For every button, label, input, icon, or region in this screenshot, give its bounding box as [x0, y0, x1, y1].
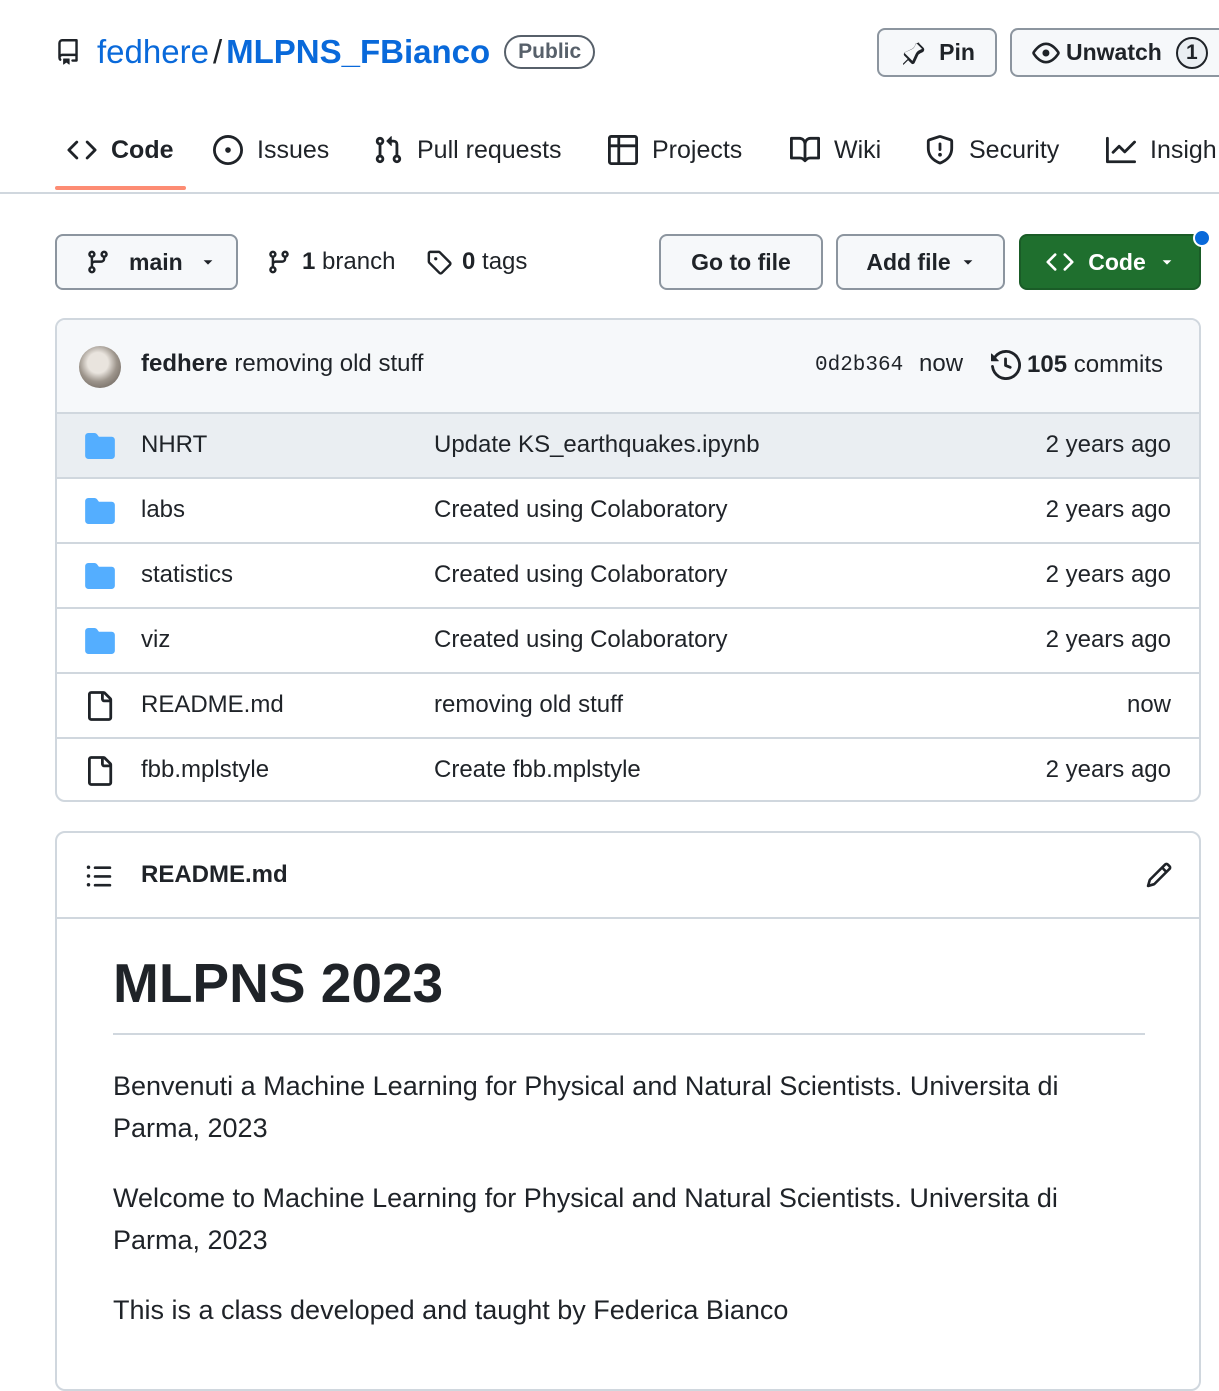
tab-insights[interactable]	[1106, 118, 1217, 182]
tab-security[interactable]	[925, 118, 1059, 182]
code-dropdown-button[interactable]	[1019, 234, 1201, 290]
readme-panel	[55, 831, 1201, 1391]
tab-pull-requests-label: Pull requests	[417, 135, 562, 164]
file-row[interactable]	[57, 479, 1199, 544]
file-row[interactable]	[57, 674, 1199, 739]
commit-count: 105	[1027, 351, 1068, 378]
pull-request-icon	[373, 135, 403, 165]
file-age: 2 years ago	[1045, 496, 1171, 523]
issue-icon	[213, 135, 243, 165]
file-age: 2 years ago	[1045, 431, 1171, 458]
tag-icon	[426, 249, 452, 275]
list-unordered-icon[interactable]	[85, 862, 113, 890]
pin-icon	[899, 40, 925, 66]
book-icon	[790, 135, 820, 165]
repo-icon	[55, 39, 81, 65]
commit-word: commits	[1073, 351, 1164, 378]
chevron-down-icon	[961, 255, 975, 269]
file-row[interactable]	[57, 414, 1199, 479]
graph-icon	[1106, 135, 1136, 165]
folder-icon	[85, 628, 115, 654]
tags-link[interactable]	[426, 234, 527, 290]
file-commit-message-link[interactable]: removing old stuff	[434, 691, 623, 718]
folder-icon	[85, 433, 115, 459]
tab-security-label: Security	[969, 135, 1060, 164]
readme-paragraph: This is a class developed and taught by Federica Bianco	[113, 1295, 789, 1325]
file-age: now	[1126, 691, 1171, 718]
file-age: 2 years ago	[1045, 561, 1171, 588]
tab-issues-label: Issues	[257, 135, 330, 164]
readme-heading: MLPNS 2023	[113, 952, 444, 1014]
folder-icon	[85, 563, 115, 589]
file-name-link[interactable]: fbb.mplstyle	[141, 756, 270, 783]
readme-paragraph: Welcome to Machine Learning for Physical and Natural Scientists. Universita di Parma, 2023	[113, 1183, 1058, 1255]
file-commit-message-link[interactable]: Create fbb.mplstyle	[434, 756, 641, 783]
tab-code[interactable]	[67, 118, 174, 182]
heading-divider	[113, 1033, 1145, 1035]
code-button-label: Code	[1088, 248, 1146, 275]
file-name-link[interactable]: labs	[141, 496, 186, 523]
repo-owner-link[interactable]: fedhere	[97, 33, 209, 70]
repo-title	[55, 28, 595, 76]
branch-icon	[85, 249, 111, 275]
tag-word: tags	[482, 248, 528, 275]
tab-insights-label: Insigh	[1150, 135, 1217, 164]
code-icon	[67, 135, 97, 165]
pencil-icon[interactable]	[1145, 861, 1173, 889]
readme-filename: README.md	[141, 861, 288, 888]
commit-message-link[interactable]: removing old stuff	[234, 350, 424, 377]
tab-pull-requests[interactable]	[373, 118, 562, 182]
notification-dot	[1193, 229, 1211, 247]
chevron-down-icon	[201, 255, 215, 269]
tab-projects[interactable]	[608, 118, 742, 182]
file-commit-message-link[interactable]: Created using Colaboratory	[434, 626, 728, 653]
branches-link[interactable]	[266, 234, 395, 290]
file-commit-message-link[interactable]: Created using Colaboratory	[434, 561, 728, 588]
branch-word: branch	[322, 248, 396, 275]
repo-name-link[interactable]: MLPNS_FBianco	[226, 33, 491, 70]
chevron-down-icon	[1160, 255, 1174, 269]
unwatch-button[interactable]	[1010, 28, 1219, 77]
tab-code-label: Code	[111, 135, 174, 164]
file-name-link[interactable]: statistics	[141, 561, 234, 588]
tab-issues[interactable]	[213, 118, 329, 182]
eye-icon	[1032, 39, 1060, 67]
branch-selector[interactable]	[55, 234, 238, 290]
file-commit-message-link[interactable]: Created using Colaboratory	[434, 496, 728, 523]
branch-icon	[266, 249, 292, 275]
file-row[interactable]	[57, 739, 1199, 802]
visibility-badge: Public	[504, 35, 595, 69]
commits-link[interactable]	[991, 350, 1163, 380]
file-icon	[88, 691, 114, 721]
tab-projects-label: Projects	[652, 135, 743, 164]
add-file-button[interactable]	[836, 234, 1005, 290]
go-to-file-button[interactable]: Go to file	[659, 234, 823, 290]
pin-button[interactable]	[877, 28, 997, 77]
commit-time: now	[919, 350, 964, 377]
avatar[interactable]	[79, 346, 121, 388]
latest-commit-bar	[57, 320, 1199, 414]
active-tab-indicator	[55, 186, 186, 190]
file-name-link[interactable]: NHRT	[141, 431, 208, 458]
readme-header	[57, 833, 1199, 919]
file-browser	[55, 318, 1201, 802]
pin-label: Pin	[939, 39, 975, 65]
tab-wiki[interactable]	[790, 118, 881, 182]
file-row[interactable]	[57, 609, 1199, 674]
file-name-link[interactable]: viz	[141, 626, 171, 653]
branch-name: main	[129, 248, 183, 275]
history-icon	[991, 350, 1021, 380]
table-icon	[608, 135, 638, 165]
tab-wiki-label: Wiki	[834, 135, 882, 164]
readme-paragraph: Benvenuti a Machine Learning for Physical and Natural Scientists. Universita di Parma, 2023	[113, 1071, 1059, 1143]
repo-nav	[0, 118, 1219, 194]
latest-commit-message	[141, 350, 423, 378]
commit-author-link[interactable]: fedhere	[141, 350, 228, 377]
code-icon	[1046, 248, 1074, 276]
repo-separator: /	[212, 33, 223, 70]
shield-icon	[925, 135, 955, 165]
watch-count: 1	[1176, 37, 1208, 69]
file-row[interactable]	[57, 544, 1199, 609]
file-age: 2 years ago	[1045, 626, 1171, 653]
folder-icon	[85, 498, 115, 524]
add-file-label: Add file	[866, 248, 951, 275]
file-commit-message-link[interactable]: Update KS_earthquakes.ipynb	[434, 431, 760, 458]
unwatch-label: Unwatch	[1066, 39, 1162, 65]
file-name-link[interactable]: README.md	[141, 691, 284, 718]
file-icon	[88, 756, 114, 786]
commit-sha-link[interactable]: 0d2b364	[815, 354, 904, 377]
tag-count: 0	[462, 248, 476, 275]
file-age: 2 years ago	[1045, 756, 1171, 783]
branch-count: 1	[302, 248, 316, 275]
